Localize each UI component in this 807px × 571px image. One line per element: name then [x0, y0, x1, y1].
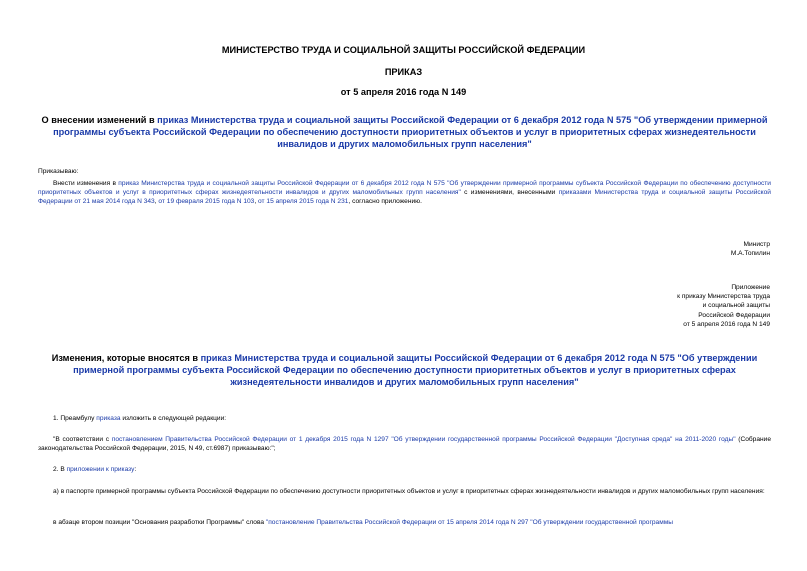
item-1-text-2: изложить в следующей редакции:	[120, 415, 227, 422]
appendix-line-5: от 5 апреля 2016 года N 149	[683, 320, 770, 328]
item-1-text-1: 1. Преамбулу	[53, 415, 97, 422]
order-link-343[interactable]: приказами Министерства труда и социальной защиты Российской Федерации от 21 мая 2014 года N 343	[38, 189, 771, 206]
order-text-2: с изменениями, внесенными	[460, 189, 559, 197]
signature-block	[731, 240, 770, 258]
appendix-line-3: и социальной защиты	[702, 302, 770, 310]
quote-text-2: (Собрание законодательства Российской Федерации, 2015, N 49, ст.6987) приказываю:";	[38, 436, 771, 453]
item-1	[38, 414, 771, 423]
changes-title-prefix: Изменения, которые вносятся в	[51, 353, 201, 363]
item-2	[38, 465, 771, 474]
subitem-b	[38, 518, 771, 527]
subitem-b-link[interactable]: "постановление Правительства Российской Федерации от 15 апреля 2014 года N 297 "Об утверждении государственной программы	[265, 519, 674, 526]
changes-title-link[interactable]: приказ Министерства труда и социальной защиты Российской Федерации от 6 декабря 2012 года N 575 "Об утверждении примерной программы субъекта Российской Федерации по обеспечению доступности приоритетных объектов и услуг в приоритетных сферах жизнедеятельности инвалидов и других маломобильных групп населения"	[73, 353, 758, 387]
quote-text-1: "В соответствии с	[53, 436, 112, 443]
changes-title	[38, 352, 771, 388]
signature-position: Министр	[743, 241, 770, 248]
order-lead: Приказываю:	[38, 168, 79, 175]
subitem-a: а) в паспорте примерной программы субъекта Российской Федерации по обеспечению доступности приоритетных объектов и услуг в приоритетных сферах жизнедеятельности инвалидов и других маломобильных групп населения:	[53, 488, 765, 495]
order-text-4: ,	[254, 198, 259, 206]
appendix-block	[677, 283, 770, 329]
title-order-link[interactable]: приказ Министерства труда и социальной защиты Российской Федерации от 6 декабря 2012 года N 575 "Об утверждении примерной программы субъекта Российской Федерации по обеспечению доступности приоритетных объектов и услуг в приоритетных сферах жизнедеятельности инвалидов и других маломобильных групп населения"	[53, 115, 768, 149]
document-title	[38, 114, 771, 150]
appendix-line-2: к приказу Министерства труда	[677, 293, 770, 301]
order-paragraph	[38, 179, 771, 207]
item-2-text-2: :	[134, 466, 137, 473]
ministry-heading: МИНИСТЕРСТВО ТРУДА И СОЦИАЛЬНОЙ ЗАЩИТЫ РОССИЙСКОЙ ФЕДЕРАЦИИ	[221, 45, 586, 55]
order-link-231[interactable]: от 15 апреля 2015 года N 231	[258, 198, 349, 206]
item-1-link[interactable]: приказа	[96, 415, 121, 422]
document-date-number: от 5 апреля 2016 года N 149	[340, 87, 467, 97]
order-text-3: ,	[154, 198, 159, 206]
order-link-575[interactable]: приказ Министерства труда и социальной защиты Российской Федерации от 6 декабря 2012 года N 575 "Об утверждении примерной программы субъекта Российской Федерации по обеспечению доступности приоритетных объектов и услуг в приоритетных сферах жизнедеятельности инвалидов и других маломобильных групп населения"	[38, 180, 771, 197]
order-text-5: , согласно приложению.	[348, 198, 422, 206]
document-type: ПРИКАЗ	[384, 67, 423, 77]
appendix-line-1: Приложение	[731, 284, 770, 291]
subitem-b-text: в абзаце втором позиции "Основания разработки Программы" слова	[53, 519, 266, 526]
order-link-103[interactable]: от 19 февраля 2015 года N 103	[158, 198, 255, 206]
signature-name: М.А.Топилин	[730, 250, 770, 258]
item-2-text-1: 2. В	[53, 466, 67, 473]
order-text-1: Внести изменения в	[53, 180, 119, 187]
item-2-link[interactable]: приложении к приказу	[66, 466, 135, 473]
quote-link-1297[interactable]: постановлением Правительства Российской Федерации от 1 декабря 2015 года N 1297 "Об утверждении государственной программы Российской Федерации "Доступная среда" на 2011-2020 годы"	[111, 436, 736, 443]
title-prefix: О внесении изменений в	[41, 115, 158, 125]
quoted-preamble	[38, 435, 771, 453]
appendix-line-4: Российской Федерации	[698, 311, 770, 319]
